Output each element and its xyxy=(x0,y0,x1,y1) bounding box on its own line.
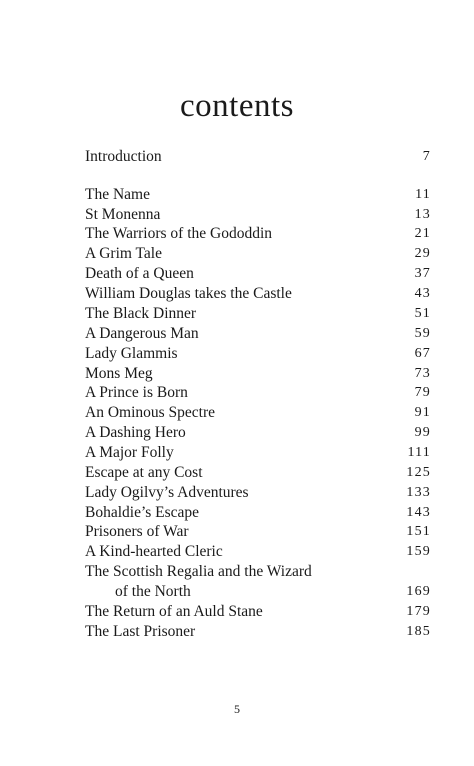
toc-entry xyxy=(85,284,431,304)
toc-entry-title: The Last Prisoner xyxy=(85,623,196,640)
toc-entry xyxy=(85,503,431,523)
toc-entry-title: Bohaldie’s Escape xyxy=(85,504,200,521)
toc-entry-title: A Dashing Hero xyxy=(85,424,186,441)
toc-entry-title: The Name xyxy=(85,186,150,203)
toc-entry xyxy=(85,483,431,503)
toc-entry-page: 179 xyxy=(406,604,431,619)
toc-entry-title-continuation: of the North xyxy=(115,583,191,600)
toc-entry-page: 151 xyxy=(406,524,431,539)
toc-entry-page: 7 xyxy=(422,149,431,164)
page-title: contents xyxy=(180,88,294,124)
toc-entry-title: Death of a Queen xyxy=(85,265,194,282)
toc-entry-page: 99 xyxy=(414,425,431,440)
toc-entry xyxy=(85,562,431,602)
page-number: 5 xyxy=(234,702,240,716)
toc-entry-title: Lady Glammis xyxy=(85,345,178,362)
toc-entry xyxy=(85,463,431,483)
toc-entry-title: An Ominous Spectre xyxy=(85,404,216,421)
toc-entry-page: 185 xyxy=(406,624,431,639)
toc-entry xyxy=(85,542,431,562)
toc-entry-title: The Return of an Auld Stane xyxy=(85,603,263,620)
toc-entry-title: A Dangerous Man xyxy=(85,325,199,342)
toc-entry xyxy=(85,364,431,384)
toc-entry-page: 37 xyxy=(414,266,431,281)
toc-entry xyxy=(85,304,431,324)
toc-entry xyxy=(85,205,431,225)
toc-entry-page: 133 xyxy=(406,485,431,500)
toc-entry-page: 91 xyxy=(414,405,431,420)
toc-entry-page: 143 xyxy=(406,505,431,520)
toc-entry-title: Prisoners of War xyxy=(85,523,189,540)
toc-entry-page: 159 xyxy=(406,544,431,559)
toc-entry-title: St Monenna xyxy=(85,206,161,223)
toc-entry-title: A Kind-hearted Cleric xyxy=(85,543,223,560)
toc-entry xyxy=(85,185,431,205)
toc-entry-title: The Warriors of the Gododdin xyxy=(85,225,273,242)
toc-entry-title-line: The Scottish Regalia and the Wizard xyxy=(85,563,312,580)
toc-entry xyxy=(85,383,431,403)
toc-entry-page: 43 xyxy=(414,286,431,301)
toc-entry xyxy=(85,403,431,423)
toc-entry-title: Lady Ogilvy’s Adventures xyxy=(85,484,249,501)
toc-entry-introduction xyxy=(85,147,431,167)
toc-entry-page: 111 xyxy=(407,445,431,460)
toc-entry-page: 59 xyxy=(414,326,431,341)
toc-entry xyxy=(85,324,431,344)
toc-entry-title: The Black Dinner xyxy=(85,305,197,322)
toc-entry-title: Escape at any Cost xyxy=(85,464,203,481)
toc-entry xyxy=(85,244,431,264)
toc-entry-page: 169 xyxy=(406,584,431,599)
toc-entry-page: 29 xyxy=(414,246,431,261)
toc-entry-title: Introduction xyxy=(85,148,162,165)
toc-entry xyxy=(85,423,431,443)
toc-entry-page: 73 xyxy=(414,366,431,381)
toc-entry-page: 21 xyxy=(414,226,431,241)
toc-entry xyxy=(85,344,431,364)
toc-entry-title: A Prince is Born xyxy=(85,384,188,401)
toc-entry xyxy=(85,443,431,463)
toc-entry-title: A Major Folly xyxy=(85,444,174,461)
toc-entry-title: Mons Meg xyxy=(85,365,153,382)
toc-entry xyxy=(85,602,431,622)
toc-entry-page: 125 xyxy=(406,465,431,480)
toc-entry-page: 13 xyxy=(414,207,431,222)
toc-entry-page: 51 xyxy=(414,306,431,321)
toc-entry-title: William Douglas takes the Castle xyxy=(85,285,292,302)
toc-entry xyxy=(85,622,431,642)
toc-entry-title xyxy=(85,562,355,602)
toc-entry-title: A Grim Tale xyxy=(85,245,162,262)
toc-entry-page: 79 xyxy=(414,385,431,400)
toc-entry xyxy=(85,264,431,284)
toc-entry-page: 11 xyxy=(415,187,431,202)
toc-entry xyxy=(85,224,431,244)
toc-entry xyxy=(85,522,431,542)
toc-entry-page: 67 xyxy=(414,346,431,361)
